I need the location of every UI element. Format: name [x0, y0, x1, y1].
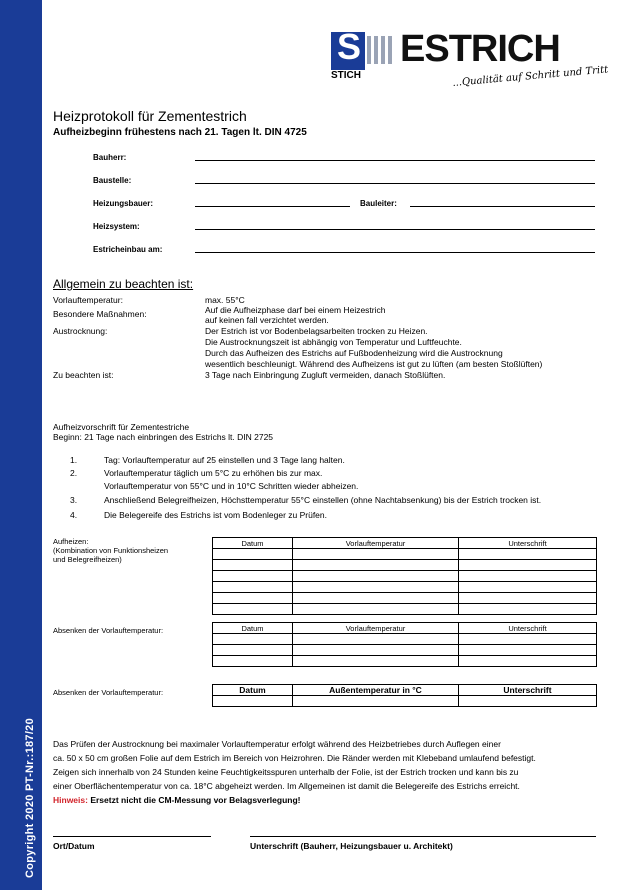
logo-letter: S: [337, 26, 362, 67]
table-cell[interactable]: [459, 571, 597, 582]
bauleiter-line[interactable]: [410, 206, 595, 207]
table-cell[interactable]: [459, 582, 597, 593]
estricheinbau-label: Estricheinbau am:: [93, 245, 163, 254]
table-row: [213, 549, 597, 560]
table-cell[interactable]: [213, 571, 293, 582]
table-cell[interactable]: [459, 604, 597, 615]
aufheizen-table: [212, 537, 597, 615]
header-datum: Datum: [213, 538, 293, 549]
table-cell[interactable]: [459, 696, 597, 707]
table-row: [213, 582, 597, 593]
table-cell[interactable]: [213, 560, 293, 571]
header-datum: Datum: [213, 623, 293, 634]
table-row: [213, 593, 597, 604]
table-row: [213, 696, 597, 707]
logo-s-mark: [331, 26, 365, 70]
heizsystem-label: Heizsystem:: [93, 222, 140, 231]
header-datum: Datum: [213, 685, 293, 696]
aufheizen-label: [53, 537, 168, 564]
footer-line-3: einer Oberflächentemperatur von ca. 18°C abgeheizt werden. Im Allgemeinen ist damit die Belegereife des Estrichs erreicht.: [53, 781, 520, 791]
table-cell[interactable]: [213, 604, 293, 615]
hinweis-text: Ersetzt nicht die CM-Messung vor Belagsverlegung!: [87, 795, 301, 805]
absenken2-table: [212, 684, 597, 707]
table-row: [213, 645, 597, 656]
sign-left-line[interactable]: [53, 836, 211, 837]
general-value-2-1: Die Austrocknungszeit ist abhängig von Temperatur und Luftfeuchte.: [205, 337, 462, 347]
footer-line-0: Das Prüfen der Austrocknung bei maximaler Vorlauftemperatur erfolgt während des Heizbetriebes durch Auflegen einer: [53, 739, 501, 749]
step-1-num: 1.: [70, 455, 78, 465]
general-value-2-0: Der Estrich ist vor Bodenbelagsarbeiten trocken zu Heizen.: [205, 326, 428, 336]
header-vorlauftemperatur: Vorlauftemperatur: [293, 623, 459, 634]
step-3-num: 3.: [70, 495, 78, 505]
table-cell[interactable]: [213, 656, 293, 667]
table-cell[interactable]: [459, 645, 597, 656]
copyright-text: Copyright 2020 PT-Nr.:187/20: [24, 717, 36, 878]
instructions-title: Aufheizvorschrift für Zementestriche: [53, 422, 190, 432]
general-value-1-0: Auf die Aufheizphase darf bei einem Heizestrich: [205, 305, 386, 315]
general-value-3-0: 3 Tage nach Einbringung Zugluft vermeiden, danach Stoßlüften.: [205, 370, 446, 380]
step-4-num: 4.: [70, 510, 78, 520]
document-title: Heizprotokoll für Zementestrich: [53, 108, 247, 124]
baustelle-line[interactable]: [195, 183, 595, 184]
bauherr-line[interactable]: [195, 160, 595, 161]
hinweis-label: Hinweis:: [53, 795, 88, 805]
step-2-num: 2.: [70, 468, 78, 478]
general-heading: Allgemein zu beachten ist:: [53, 277, 194, 291]
table-cell[interactable]: [459, 634, 597, 645]
table-cell[interactable]: [293, 549, 459, 560]
table-cell[interactable]: [213, 549, 293, 560]
table-cell[interactable]: [213, 582, 293, 593]
header-unterschrift: Unterschrift: [459, 685, 597, 696]
table-row: [213, 604, 597, 615]
general-label-1: Besondere Maßnahmen:: [53, 309, 147, 319]
logo-sub: STICH: [331, 70, 361, 81]
sign-right-line[interactable]: [250, 836, 596, 837]
table-cell[interactable]: [213, 645, 293, 656]
table-cell[interactable]: [459, 549, 597, 560]
general-value-2-3: wesentlich beschleunigt. Während des Aufheizens ist gut zu lüften (am besten Stoßlüften): [205, 359, 543, 369]
logo-slogan: ...Qualität auf Schritt und Tritt: [452, 64, 609, 89]
step-1-text: Tag: Vorlauftemperatur auf 25 einstellen und 3 Tage lang halten.: [104, 455, 345, 465]
table-cell[interactable]: [293, 582, 459, 593]
table-row: [213, 656, 597, 667]
general-label-2: Austrocknung:: [53, 326, 108, 336]
table-cell[interactable]: [213, 696, 293, 707]
heizungsbauer-line[interactable]: [195, 206, 350, 207]
sign-left-label: Ort/Datum: [53, 841, 95, 851]
heizungsbauer-label: Heizungsbauer:: [93, 199, 154, 208]
table-row: [213, 560, 597, 571]
table-cell[interactable]: [293, 593, 459, 604]
document-subtitle: Aufheizbeginn frühestens nach 21. Tagen lt. DIN 4725: [53, 127, 307, 138]
aufheizen-label-0: Aufheizen:: [53, 537, 89, 546]
baustelle-label: Baustelle:: [93, 176, 132, 185]
footer-paragraph: [53, 737, 536, 807]
table-cell[interactable]: [293, 656, 459, 667]
general-label-3: Zu beachten ist:: [53, 370, 114, 380]
general-value-2-2: Durch das Aufheizen des Estrichs auf Fußbodenheizung wird die Austrocknung: [205, 348, 503, 358]
general-value-1-1: auf keinen fall verzichtet werden.: [205, 315, 329, 325]
table-cell[interactable]: [213, 634, 293, 645]
table-cell[interactable]: [293, 696, 459, 707]
logo-word: ESTRICH: [400, 28, 560, 70]
aufheizen-label-2: und Belegreifheizen): [53, 555, 122, 564]
footer-line-1: ca. 50 x 50 cm großen Folie auf dem Estrich im Bereich von Heizrohren. Die Ränder werden mit Klebeband umlaufend befestigt.: [53, 753, 536, 763]
table-cell[interactable]: [293, 604, 459, 615]
footer-line-2: Zeigen sich innerhalb von 24 Stunden keine Feuchtigkeitsspuren unterhalb der Folie, ist der Estrich trocken und kann bis zu: [53, 767, 519, 777]
table-cell[interactable]: [293, 645, 459, 656]
table-cell[interactable]: [459, 656, 597, 667]
table-header-row: [213, 685, 597, 696]
heizsystem-line[interactable]: [195, 229, 595, 230]
sign-right-label: Unterschrift (Bauherr, Heizungsbauer u. Architekt): [250, 841, 453, 851]
bauherr-label: Bauherr:: [93, 153, 127, 162]
table-header-row: [213, 623, 597, 634]
absenken1-label: Absenken der Vorlauftemperatur:: [53, 626, 164, 635]
table-cell[interactable]: [213, 593, 293, 604]
instructions-begin: Beginn: 21 Tage nach einbringen des Estrichs lt. DIN 2725: [53, 432, 274, 442]
hinweis-line: [53, 793, 536, 807]
table-cell[interactable]: [459, 560, 597, 571]
header-vorlauftemperatur: Vorlauftemperatur: [293, 538, 459, 549]
general-label-0: Vorlauftemperatur:: [53, 295, 123, 305]
table-row: [213, 571, 597, 582]
step-3-text: Anschließend Belegreifheizen, Höchsttemperatur 55°C einstellen (ohne Nachtabsenkung) bis der Estrich trocken ist.: [104, 495, 542, 505]
table-cell[interactable]: [459, 593, 597, 604]
header-unterschrift: Unterschrift: [459, 623, 597, 634]
step-2-text-1: Vorlauftemperatur von 55°C und in 10°C Schritten wieder abheizen.: [104, 481, 359, 491]
aufheizen-label-1: (Kombination von Funktionsheizen: [53, 546, 169, 555]
absenken2-label: Absenken der Vorlauftemperatur:: [53, 688, 164, 697]
general-value-0-0: max. 55°C: [205, 295, 245, 305]
logo-stripes: [367, 36, 395, 69]
header-unterschrift: Unterschrift: [459, 538, 597, 549]
step-2-text-0: Vorlauftemperatur täglich um 5°C zu erhöhen bis zur max.: [104, 468, 323, 478]
table-cell[interactable]: [293, 560, 459, 571]
table-cell[interactable]: [293, 634, 459, 645]
estricheinbau-line[interactable]: [195, 252, 595, 253]
bauleiter-label: Bauleiter:: [360, 199, 397, 208]
absenken1-table: [212, 622, 597, 667]
step-4-text: Die Belegereife des Estrichs ist vom Bodenleger zu Prüfen.: [104, 510, 328, 520]
table-header-row: [213, 538, 597, 549]
header-aussentemperatur: Außentemperatur in °C: [293, 685, 459, 696]
table-cell[interactable]: [293, 571, 459, 582]
table-row: [213, 634, 597, 645]
